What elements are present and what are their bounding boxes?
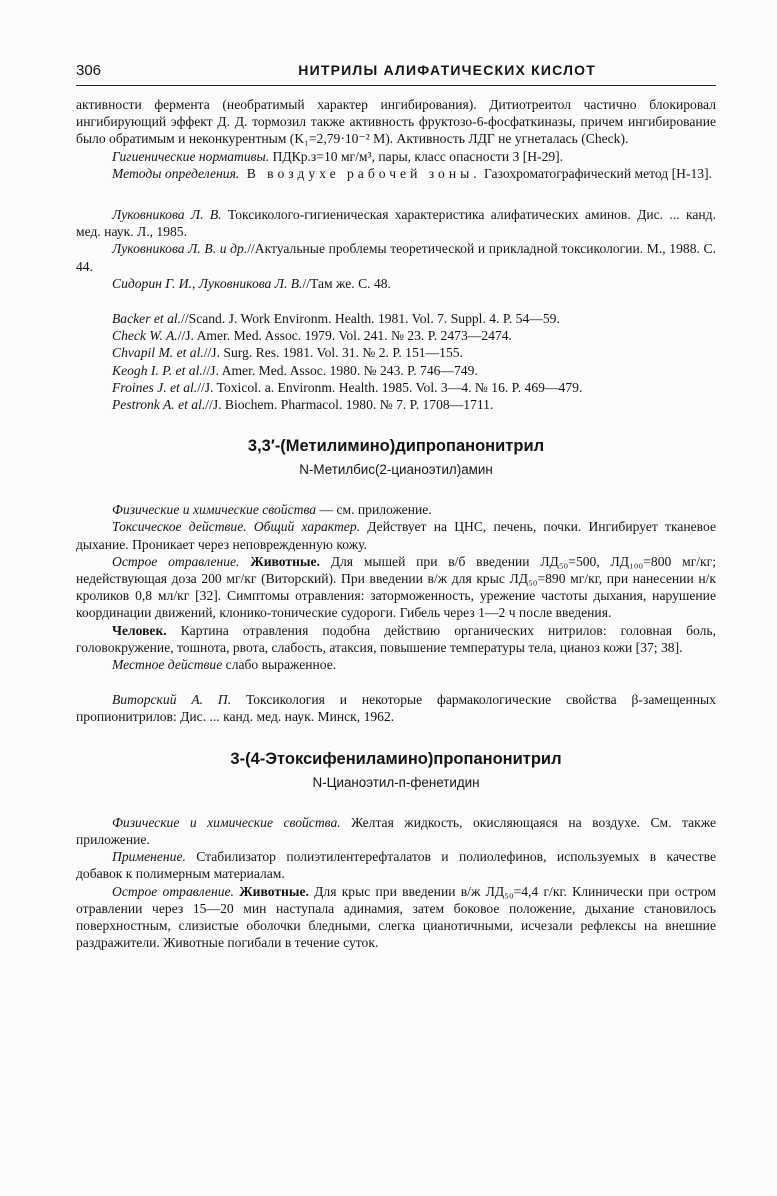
acute-poisoning-label: Острое отравление. [112, 883, 234, 899]
reference-author: Keogh I. P. et al. [112, 362, 203, 378]
reference-author: Сидорин Г. И., Луковникова Л. В. [112, 275, 303, 291]
application-label: Применение. [112, 849, 186, 865]
reference-item [76, 362, 716, 379]
acute-poisoning-text: Для мышей при в/б введении ЛД₅₀=500, ЛД₁₀₀=800 мг/кг; недействующая доза 200 мг/кг (Виторский). При введении в/ж для крыс ЛД₅₀=890 мг/кг, при нанесении н/к кроликов 0,8 мл/кг [32]. Симптомы отравления: заторможенность, урежение частоты дыхания, нарушение координации движений, клонико-тонические судороги. Гибель через 1—2 ч после введения. [76, 553, 716, 621]
animals-label: Животные. [233, 883, 309, 899]
reference-text: //J. Toxicol. a. Environm. Health. 1985. Vol. 3—4. № 16. P. 469—479. [197, 379, 583, 395]
reference-item [76, 327, 716, 344]
reference-text: Токсиколого-гигиеническая характеристика алифатических аминов. Дис. ... канд. мед. наук. Л., 1985. [76, 207, 716, 240]
reference-text: //Scand. J. Work Environm. Health. 1981. Vol. 7. Suppl. 4. P. 54—59. [181, 311, 560, 327]
section-methyliminodipropanonitrile [76, 437, 716, 725]
reference-item [76, 691, 716, 725]
physical-properties-text: Желтая жидкость, окисляющаяся на воздухе. См. также приложение. [76, 814, 717, 847]
reference-item [76, 275, 716, 292]
reference-text: //Там же. С. 48. [302, 275, 391, 291]
toxic-action-label: Токсическое действие. Общий характер. [112, 519, 361, 535]
toxic-action-paragraph [76, 518, 716, 552]
physical-properties-paragraph [76, 501, 716, 518]
application-text: Стабилизатор полиэтилентерефталатов и полиолефинов, используемых в качестве добавок к полимерным материалам. [76, 849, 716, 882]
acute-poisoning-text: Для крыс при введении в/ж ЛД₅₀=4,4 г/кг. Клинически при остром отравлении через 15—20 мин наступала адинамия, затем боковое положение, дыхание становилось поверхностным, слизистые оболочки бледными, слегка цианотичными, исчезали рефлексы на внешние раздражители. Животные погибали в течение суток. [76, 883, 716, 951]
reference-text: Токсикология и некоторые фармакологические свойства β-замещенных пропионитрилов: Дис. ... канд. мед. наук. Минск, 1962. [76, 692, 716, 725]
section-subtitle: N-Метилбис(2-цианоэтил)амин [299, 462, 493, 478]
methods-text: Газохроматографический метод [H-13]. [480, 165, 713, 181]
reference-author: Луковникова Л. В. и др. [112, 241, 248, 257]
methods-spaced-text: В воздухе рабочей зоны. [239, 165, 481, 181]
local-action-text: слабо выраженное. [222, 657, 337, 673]
physical-properties-paragraph [76, 814, 716, 848]
toxic-action-text: Действует на ЦНС, печень, почки. Ингибирует тканевое дыхание. Проникает через неповрежденную кожу. [76, 519, 717, 552]
section-title: 3,3′-(Метилимино)дипропанонитрил [247, 437, 545, 456]
local-action-label: Местное действие [112, 657, 223, 673]
reference-text: //J. Surg. Res. 1981. Vol. 31. № 2. P. 151—155. [203, 345, 463, 361]
methods-label: Методы определения. [112, 165, 240, 181]
physical-properties-label: Физические и химические свойства. [112, 814, 341, 830]
acute-poisoning-paragraph [76, 553, 716, 622]
reference-text: //Актуальные проблемы теоретической и прикладной токсикологии. М., 1988. С. 44. [76, 241, 716, 274]
human-paragraph [76, 622, 716, 656]
section-ethoxyphenylaminopropanonitrile [76, 750, 716, 952]
reference-author: Froines J. et al. [112, 379, 198, 395]
reference-item [76, 344, 716, 361]
reference-author: Chvapil M. et al. [112, 345, 204, 361]
acute-poisoning-paragraph [76, 883, 716, 952]
reference-item [76, 379, 716, 396]
human-label: Человек. [112, 622, 167, 638]
section-subtitle: N-Цианоэтил-п-фенетидин [312, 774, 480, 790]
physical-properties-text: — см. приложение. [316, 502, 432, 518]
acute-poisoning-label: Острое отравление. [112, 553, 240, 569]
reference-list-foreign [76, 310, 716, 413]
reference-author: Pestronk A. et al. [112, 397, 206, 413]
reference-author: Check W. A. [112, 328, 178, 344]
local-action-paragraph [76, 656, 716, 673]
book-page [76, 62, 716, 951]
page-number: 306 [76, 62, 102, 79]
hygiene-norms-label: Гигиенические нормативы. [112, 148, 270, 164]
human-text: Картина отравления подобна действию органических нитрилов: головная боль, головокружение, тошнота, рвота, слабость, атаксия, повышение температуры тела, цианоз кожи [37; 38]. [76, 622, 716, 655]
reference-item [76, 310, 716, 327]
reference-author: Backer et al. [112, 311, 182, 327]
animals-label: Животные. [239, 553, 320, 569]
reference-author: Луковникова Л. В. [112, 207, 222, 223]
reference-item [76, 206, 716, 240]
reference-item [76, 240, 716, 274]
hygiene-norms-paragraph [76, 148, 716, 165]
reference-item [76, 396, 716, 413]
reference-text: //J. Amer. Med. Assoc. 1980. № 243. P. 746—749. [202, 362, 478, 378]
reference-text: //J. Biochem. Pharmacol. 1980. № 7. P. 1708—1711. [205, 397, 494, 413]
intro-paragraph: активности фермента (необратимый характер ингибирования). Дитиотреитол частично блокировал ингибирующий эффект Д. Д. тормозил также активность фруктозо-6-фосфаткиназы, причем ингибирование было обратимым и неконкурентным (K₁=2,79·10⁻² M). Активность ЛДГ не угнеталась (Check). [76, 97, 716, 147]
section-title: 3-(4-Этоксифениламино)пропанонитрил [230, 749, 562, 768]
running-title: НИТРИЛЫ АЛИФАТИЧЕСКИХ КИСЛОТ [298, 62, 596, 78]
application-paragraph [76, 848, 716, 882]
physical-properties-label: Физические и химические свойства [112, 502, 317, 518]
reference-list-russian [76, 206, 716, 292]
running-head [76, 62, 716, 86]
reference-author: Виторский А. П. [112, 692, 232, 708]
methods-paragraph [76, 165, 716, 182]
hygiene-norms-text: ПДКр.з=10 мг/м³, пары, класс опасности 3 [H-29]. [269, 148, 564, 164]
reference-text: //J. Amer. Med. Assoc. 1979. Vol. 241. № 23. P. 2473—2474. [177, 328, 512, 344]
